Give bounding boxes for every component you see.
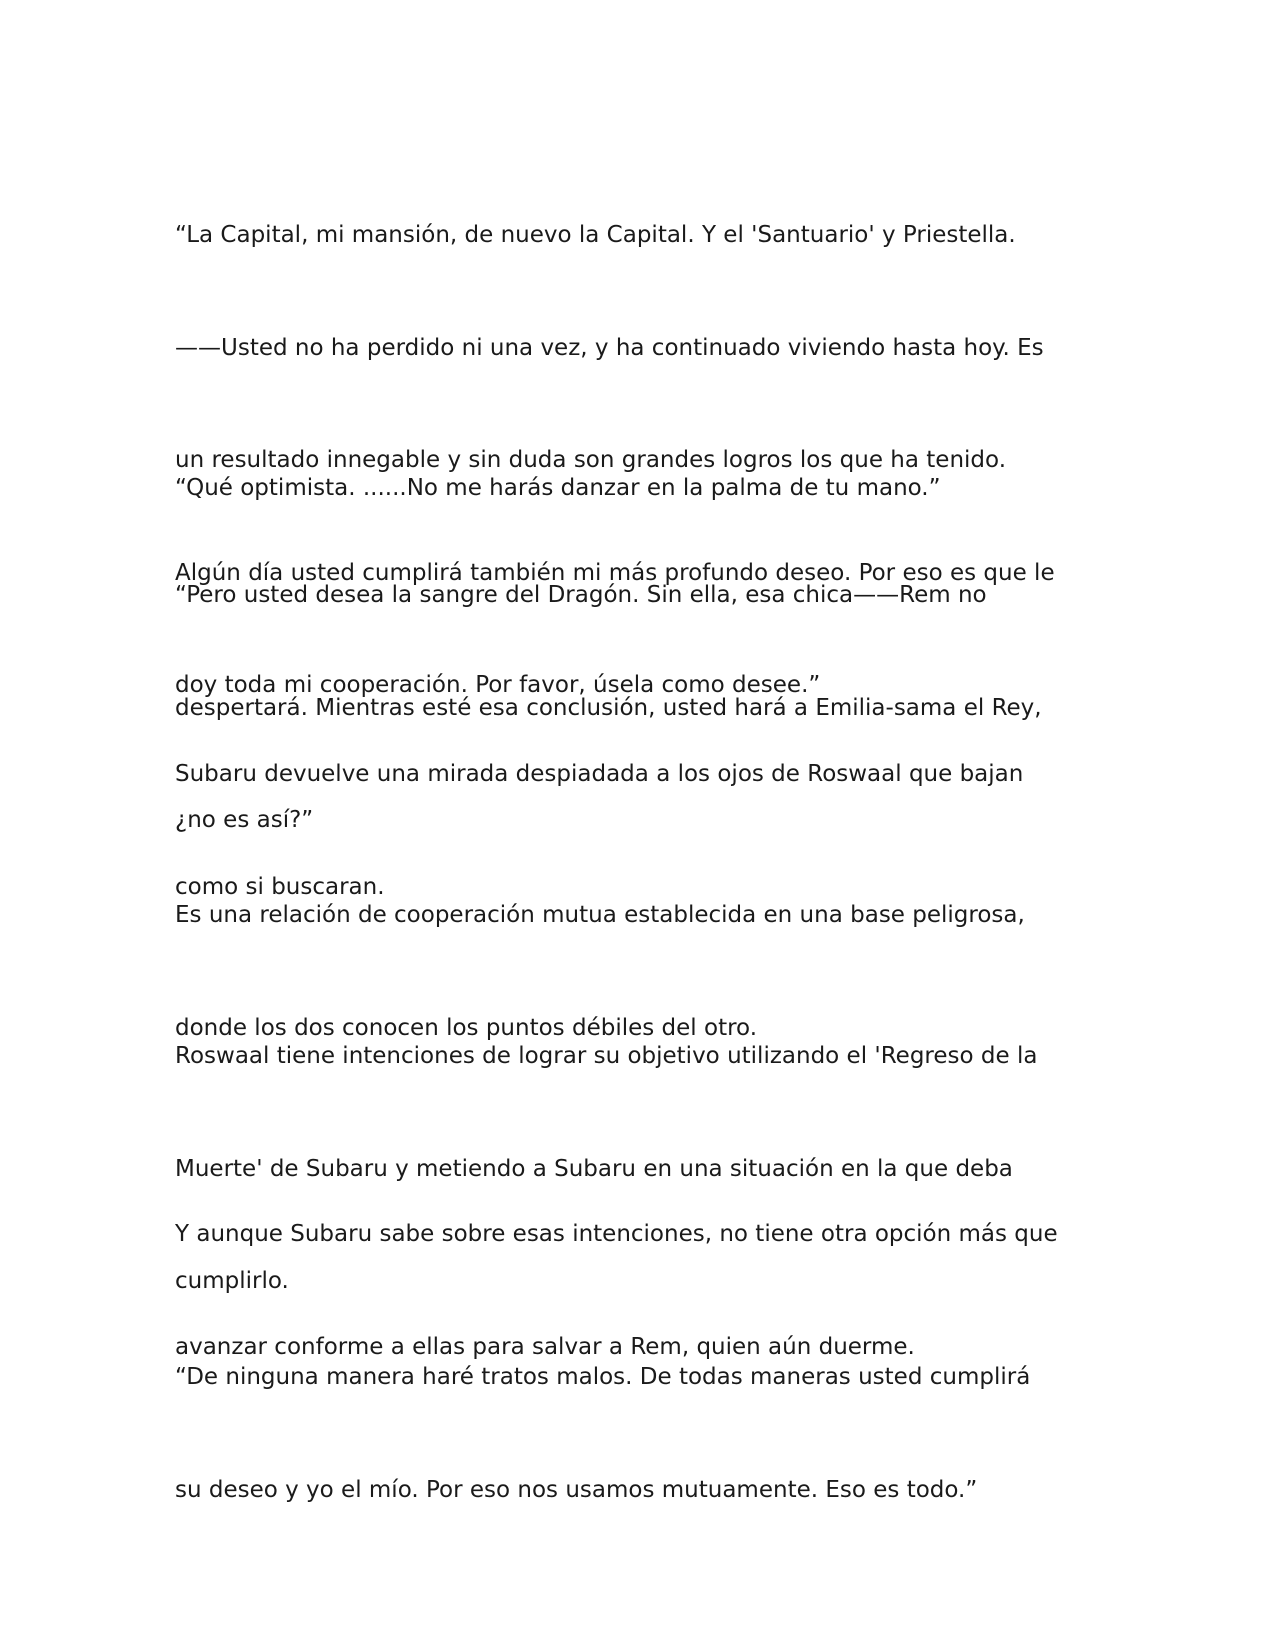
text-line: como si buscaran.	[175, 873, 385, 900]
text-line: “Qué optimista. ......No me harás danzar en la palma de tu mano.”	[175, 475, 941, 501]
text-line: “Pero usted desea la sangre del Dragón. Sin ella, esa chica——Rem no	[175, 582, 987, 608]
text-line: un resultado innegable y sin duda son grandes logros los que ha tenido.	[175, 447, 1006, 473]
text-line: Roswaal tiene intenciones de lograr su objetivo utilizando el 'Regreso de la	[175, 1043, 1038, 1069]
text-line: Muerte' de Subaru y metiendo a Subaru en una situación en la que deba	[175, 1155, 1013, 1182]
text-line: donde los dos conocen los puntos débiles del otro.	[175, 1014, 758, 1041]
text-line: Subaru devuelve una mirada despiadada a los ojos de Roswaal que bajan	[175, 761, 1024, 787]
text-line: Es una relación de cooperación mutua establecida en una base peligrosa,	[175, 902, 1025, 928]
text-line: su deseo y yo el mío. Por eso nos usamos mutuamente. Eso es todo.”	[175, 1476, 978, 1503]
text-line: ——Usted no ha perdido ni una vez, y ha continuado viviendo hasta hoy. Es	[175, 334, 1044, 361]
text-line: despertará. Mientras esté esa conclusión, usted hará a Emilia-sama el Rey,	[175, 694, 1042, 721]
text-line: ¿no es así?”	[175, 807, 314, 833]
text-line: “La Capital, mi mansión, de nuevo la Capital. Y el 'Santuario' y Priestella.	[175, 222, 1016, 248]
text-line: Y aunque Subaru sabe sobre esas intenciones, no tiene otra opción más que	[175, 1221, 1058, 1247]
text-line: cumplirlo.	[175, 1268, 289, 1294]
text-line: “De ninguna manera haré tratos malos. De todas maneras usted cumplirá	[175, 1364, 1031, 1390]
paragraph	[175, 1284, 1095, 1584]
text-line: doy toda mi cooperación. Por favor, úsela como desee.”	[175, 672, 821, 698]
text-line: Algún día usted cumplirá también mi más profundo deseo. Por eso es que le	[175, 559, 1055, 586]
text-line: avanzar conforme a ellas para salvar a Rem, quien aún duerme.	[175, 1333, 915, 1360]
